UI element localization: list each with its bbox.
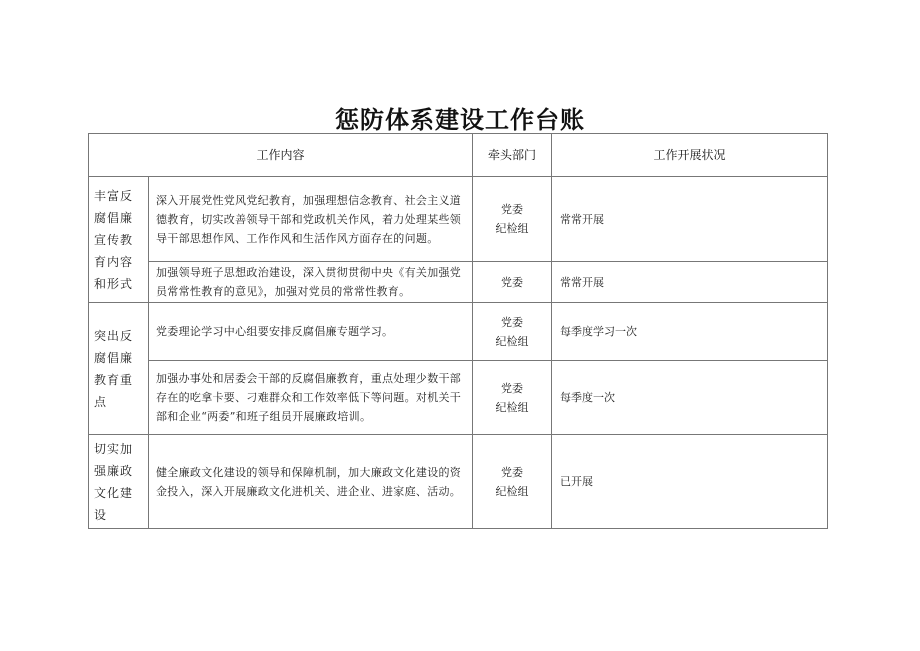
content-cell: 加强领导班子思想政治建设，深入贯彻贯彻中央《有关加强党员常常性教育的意见》，加强对党员的常常性教育。 [149,262,473,303]
header-content: 工作内容 [89,134,473,177]
table-row [89,177,828,262]
content-cell: 党委理论学习中心组要安排反腐倡廉专题学习。 [149,303,473,361]
department-cell [473,435,552,529]
department-line: 党委 [501,465,524,479]
department-line: 党委 [501,203,524,216]
department-line: 党委 [501,381,524,395]
header-department: 牵头部门 [473,134,552,177]
department-line: 纪检组 [495,222,529,235]
department-cell [473,177,552,262]
table-row [89,262,828,303]
table-row [89,303,828,361]
category-cell: 切实加强廉政文化建设 [89,435,149,529]
department-line: 纪检组 [495,400,529,414]
department-cell [473,361,552,435]
table-header-row [89,134,828,177]
department-cell [473,303,552,361]
status-cell: 已开展 [552,435,828,529]
status-cell: 常常开展 [552,177,828,262]
table-row [89,361,828,435]
department-line: 党委 [501,275,524,289]
department-line: 纪检组 [495,334,529,348]
category-cell: 丰富反腐倡廉宣传教育内容和形式 [89,177,149,303]
content-cell: 加强办事处和居委会干部的反腐倡廉教育，重点处理少数干部存在的吃拿卡要、刁难群众和工作效率低下等问题。对机关干部和企业“两委”和班子组员开展廉政培训。 [149,361,473,435]
status-cell: 常常开展 [552,262,828,303]
work-ledger-table [88,133,828,529]
content-cell: 深入开展党性党风党纪教育，加强理想信念教育、社会主义道德教育，切实改善领导干部和党政机关作风，着力处理某些领导干部思想作风、工作作风和生活作风方面存在的问题。 [149,177,473,262]
department-line: 纪检组 [495,484,529,498]
status-cell: 每季度学习一次 [552,303,828,361]
category-cell: 突出反腐倡廉教育重点 [89,303,149,435]
header-status: 工作开展状况 [552,134,828,177]
status-cell: 每季度一次 [552,361,828,435]
document-title: 惩防体系建设工作台账 [335,106,585,134]
department-cell [473,262,552,303]
content-cell: 健全廉政文化建设的领导和保障机制，加大廉政文化建设的资金投入，深入开展廉政文化进机关、进企业、进家庭、活动。 [149,435,473,529]
department-line: 党委 [501,315,524,329]
table-row [89,435,828,529]
